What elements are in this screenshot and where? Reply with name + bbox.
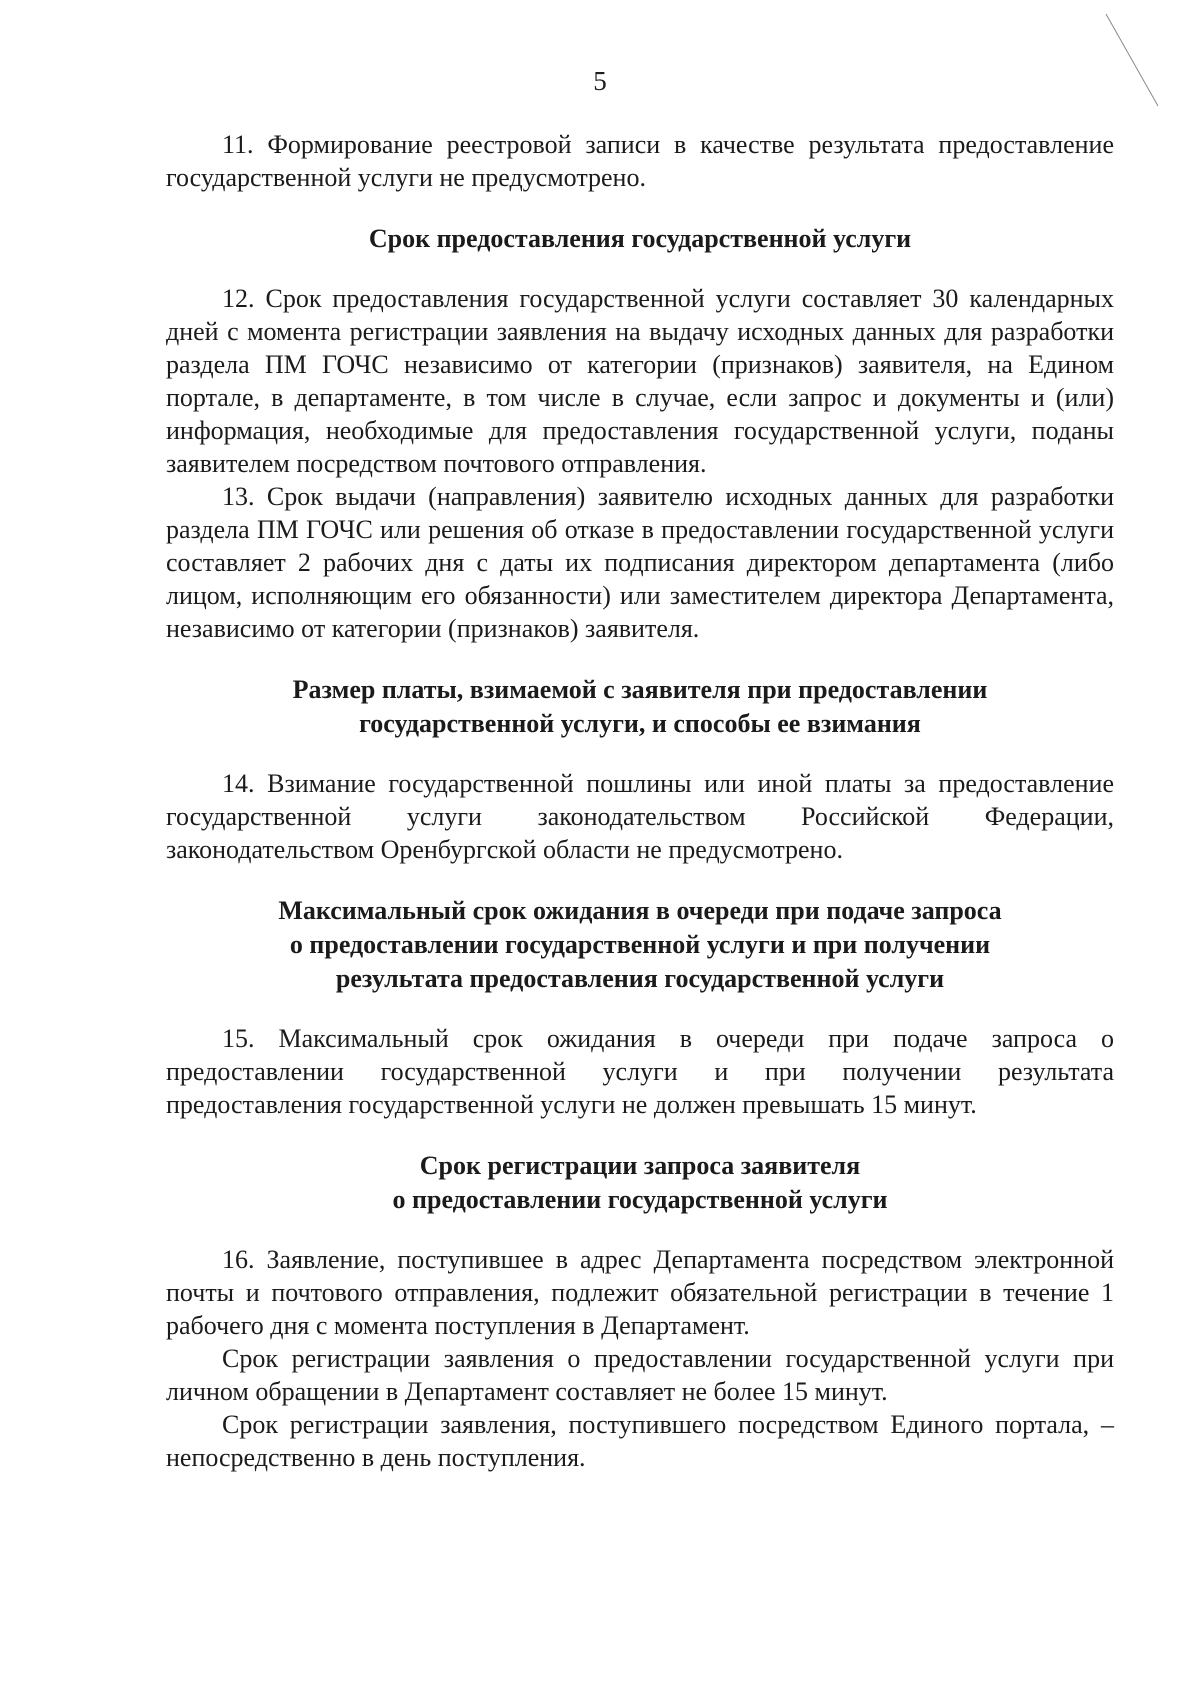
- heading-queue-line-1: Максимальный срок ожидания в очереди при подаче запроса: [278, 896, 1002, 925]
- heading-service-term-line: Срок предоставления государственной услуги: [368, 224, 912, 253]
- paragraph-12: 12. Срок предоставления государственной услуги составляет 30 календарных дней с момента регистрации заявления на выдачу исходных данных для разработки раздела ПМ ГОЧС независимо от категории (признаков) заявителя, на Едином портале, в департаменте, в том числе в случае, если запрос и документы и (или) информация, необходимые для предоставления государственной услуги, поданы заявителем посредством почтового отправления.: [166, 284, 1114, 478]
- document-body: [166, 128, 1114, 1474]
- heading-registration-line-1: Срок регистрации запроса заявителя: [419, 1151, 861, 1180]
- paragraph-14: 14. Взимание государственной пошлины или иной платы за предоставление государственной услуги законодательством Российской Федерации, законодательством Оренбургской области не предусмотрено.: [166, 769, 1114, 864]
- heading-fee: [166, 673, 1114, 741]
- paragraph-16-registration-personal: Срок регистрации заявления о предоставлении государственной услуги при личном обращении в Департамент составляет не более 15 минут.: [166, 1344, 1114, 1406]
- heading-queue-line-3: результата предоставления государственной услуги: [335, 964, 945, 993]
- heading-fee-line-1: Размер платы, взимаемой с заявителя при предоставлении: [292, 675, 988, 704]
- paragraph-15: 15. Максимальный срок ожидания в очереди при подаче запроса о предоставлении государственной услуги и при получении результата предоставления государственной услуги не должен превышать 15 минут.: [166, 1024, 1114, 1119]
- heading-fee-line-2: государственной услуги, и способы ее взимания: [359, 709, 921, 738]
- paragraph-13: 13. Срок выдачи (направления) заявителю исходных данных для разработки раздела ПМ ГОЧС или решения об отказе в предоставлении государственной услуги составляет 2 рабочих дня с даты их подписания директором департамента (либо лицом, исполняющим его обязанности) или заместителем директора Департамента, независимо от категории (признаков) заявителя.: [166, 482, 1114, 643]
- heading-queue: [166, 894, 1114, 996]
- heading-queue-line-2: о предоставлении государственной услуги и при получении: [289, 930, 991, 959]
- heading-service-term: [166, 222, 1114, 256]
- page-number: 5: [593, 66, 607, 96]
- heading-registration-line-2: о предоставлении государственной услуги: [392, 1185, 888, 1214]
- heading-registration: [166, 1149, 1114, 1217]
- paragraph-16: 16. Заявление, поступившее в адрес Департамента посредством электронной почты и почтового отправления, подлежит обязательной регистрации в течение 1 рабочего дня с момента поступления в Департамент.: [166, 1245, 1114, 1340]
- paragraph-11: 11. Формирование реестровой записи в качестве результата предоставление государственной услуги не предусмотрено.: [166, 130, 1114, 192]
- paragraph-16-registration-portal: Срок регистрации заявления, поступившего посредством Единого портала, – непосредственно в день поступления.: [166, 1410, 1114, 1472]
